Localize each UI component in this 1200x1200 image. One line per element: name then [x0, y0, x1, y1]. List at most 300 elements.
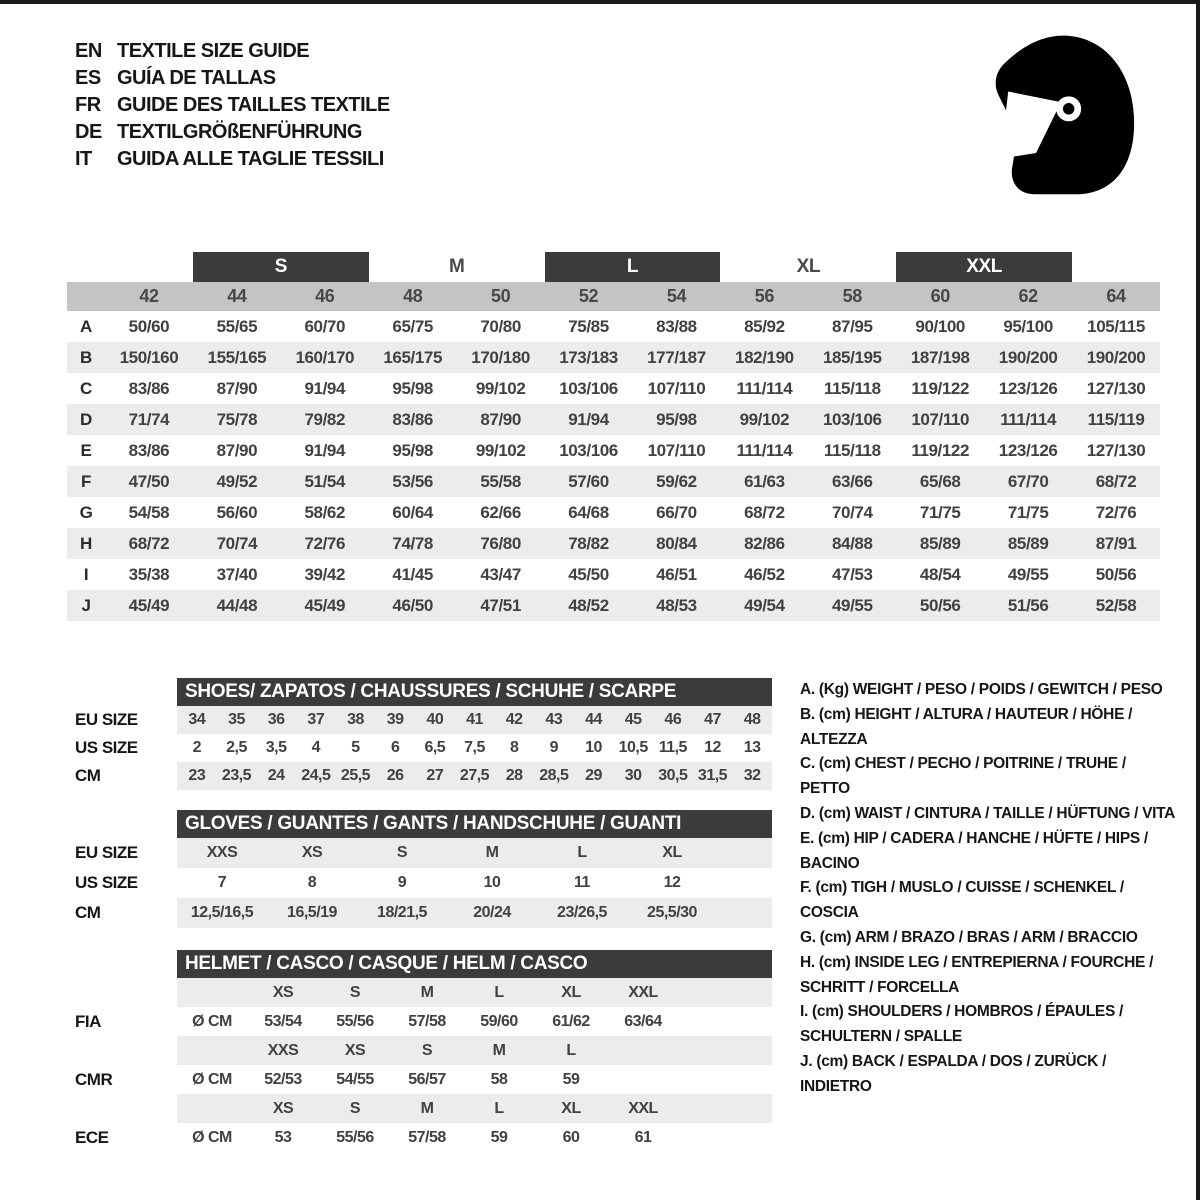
measurement-row-label: D — [80, 409, 92, 429]
measurement-row — [67, 342, 1160, 373]
size-value: 48/52 — [568, 595, 609, 615]
measurement-row-label: I — [83, 564, 89, 584]
value-cell: 37 — [307, 711, 325, 728]
helmet-value: 58 — [490, 1070, 508, 1088]
language-row — [75, 146, 390, 173]
legend-item: C. (cm) CHEST / PECHO / POITRINE / TRUHE / PETTO — [800, 755, 1126, 798]
value-cell: 42 — [505, 711, 523, 728]
size-value: 71/75 — [1007, 502, 1049, 522]
value-cell: 30,5 — [658, 767, 688, 784]
size-value: 79/82 — [304, 409, 346, 429]
value-cell: 9 — [397, 874, 407, 891]
numeric-size: 60 — [930, 286, 950, 306]
value-cell: 10,5 — [618, 739, 648, 756]
value-cell: 40 — [426, 711, 444, 728]
size-value: 49/52 — [216, 471, 258, 491]
size-value: 87/90 — [216, 440, 258, 460]
value-cell: 39 — [386, 711, 404, 728]
helmet-size: M — [492, 1041, 506, 1059]
language-code: EN — [75, 40, 102, 62]
size-value: 44/48 — [216, 595, 258, 615]
value-cell: 28 — [505, 767, 523, 784]
value-cell: 18/21,5 — [377, 904, 427, 921]
numeric-size: 42 — [139, 286, 159, 306]
section-title-bar: HELMET / CASCO / CASQUE / HELM / CASCO — [177, 950, 772, 978]
legend-item: E. (cm) HIP / CADERA / HANCHE / HÜFTE / HIPS / BACINO — [800, 829, 1148, 872]
size-value: 111/114 — [736, 378, 793, 398]
size-value: 107/110 — [911, 409, 970, 429]
helmet-value: 61 — [634, 1128, 652, 1146]
value-cell: 23,5 — [221, 767, 252, 784]
band-row-label: EU SIZE — [75, 843, 138, 862]
value-cell: 12,5/16,5 — [190, 904, 254, 921]
value-cell: 43 — [545, 711, 563, 728]
value-cell: 10 — [483, 874, 501, 891]
size-value: 45/50 — [568, 564, 609, 584]
size-value: 95/98 — [392, 440, 433, 460]
gloves-size-table — [75, 810, 772, 928]
band-row-label: US SIZE — [75, 738, 138, 757]
size-value: 111/114 — [1000, 409, 1057, 429]
size-value: 85/89 — [1007, 533, 1049, 553]
size-group-s: S — [193, 252, 369, 282]
size-value: 68/72 — [744, 502, 785, 522]
labels-column — [75, 950, 177, 1152]
size-value: 99/102 — [475, 440, 526, 460]
size-value: 107/110 — [647, 440, 706, 460]
band-row — [177, 868, 772, 898]
standard-label: FIA — [75, 1011, 101, 1031]
numeric-size: 56 — [754, 286, 774, 306]
size-value: 47/50 — [128, 471, 170, 491]
size-value: 119/122 — [911, 378, 970, 398]
size-value: 46/52 — [744, 564, 785, 584]
value-cell: 6 — [390, 739, 400, 756]
size-value: 90/100 — [915, 316, 965, 336]
value-cell: 32 — [743, 767, 761, 784]
language-title: GUIDA ALLE TAGLIE TESSILI — [117, 148, 384, 170]
size-value: 107/110 — [647, 378, 706, 398]
helmet-values-row — [177, 1065, 772, 1094]
size-value: 115/119 — [1087, 409, 1145, 429]
size-value: 49/55 — [1007, 564, 1049, 584]
size-value: 187/198 — [910, 347, 970, 367]
helmet-size: XL — [561, 1099, 581, 1117]
legend-item: I. (cm) SHOULDERS / HOMBROS / ÉPAULES / SCHULTERN / SPALLE — [800, 1003, 1124, 1046]
helmet-value: 59/60 — [480, 1012, 518, 1030]
value-cell: 27,5 — [459, 767, 490, 784]
size-value: 91/94 — [304, 378, 346, 398]
size-value: 75/85 — [568, 316, 609, 336]
helmet-size: XXL — [628, 1099, 658, 1117]
size-value: 87/90 — [216, 378, 258, 398]
size-value: 170/180 — [471, 347, 530, 367]
band-area — [177, 950, 772, 1152]
size-value: 91/94 — [304, 440, 346, 460]
value-cell: 35 — [228, 711, 245, 728]
helmet-values-row — [177, 1123, 772, 1152]
helmet-size: XXL — [628, 983, 658, 1001]
size-value: 58/62 — [304, 502, 346, 522]
value-cell: 2 — [192, 739, 202, 756]
size-value: 52/58 — [1095, 595, 1137, 615]
value-cell: M — [485, 844, 499, 861]
value-cell: 12 — [663, 874, 681, 891]
size-value: 71/75 — [919, 502, 961, 522]
value-cell: 7,5 — [464, 739, 485, 756]
title-spacer — [75, 810, 177, 838]
size-value: 103/106 — [559, 440, 618, 460]
helmet-values-row — [177, 1007, 772, 1036]
band-row — [177, 898, 772, 928]
numeric-size: 58 — [842, 286, 862, 306]
size-value: 127/130 — [1086, 378, 1146, 398]
language-row — [75, 119, 390, 146]
value-cell: 47 — [704, 711, 721, 728]
size-value: 49/54 — [744, 595, 785, 615]
size-value: 71/74 — [128, 409, 170, 429]
value-cell: 12 — [704, 739, 721, 756]
value-cell: 23/26,5 — [557, 904, 607, 921]
helmet-size: S — [349, 1099, 361, 1117]
numeric-size-row — [67, 282, 1160, 311]
value-cell: 23 — [188, 767, 206, 784]
legend-item: G. (cm) ARM / BRAZO / BRAS / ARM / BRACCIO — [800, 928, 1138, 946]
size-value: 75/78 — [216, 409, 258, 429]
size-group-xl: XL — [796, 256, 821, 277]
value-cell: 30 — [624, 767, 642, 784]
size-group-xxl: XXL — [896, 252, 1072, 282]
size-value: 160/170 — [295, 347, 355, 367]
measurement-row-label: J — [81, 595, 91, 615]
helmet-size: M — [420, 983, 434, 1001]
language-title: TEXTILGRÖßENFÜHRUNG — [117, 121, 362, 143]
labels-column — [75, 678, 177, 790]
value-cell: 9 — [549, 739, 559, 756]
size-value: 39/42 — [304, 564, 346, 584]
helmet-size: S — [349, 983, 361, 1001]
size-value: 65/68 — [919, 471, 961, 491]
numeric-size: 46 — [315, 286, 335, 306]
value-cell: 26 — [386, 767, 404, 784]
size-value: 173/183 — [559, 347, 618, 367]
size-value: 165/175 — [383, 347, 443, 367]
main-size-table — [67, 252, 1160, 621]
value-cell: 25,5/30 — [647, 904, 697, 921]
band-row-label: CM — [75, 766, 101, 785]
size-value: 103/106 — [822, 409, 882, 429]
helmet-value: 57/58 — [408, 1012, 446, 1030]
value-cell: 45 — [624, 711, 642, 728]
helmet-size: L — [494, 1099, 504, 1117]
row-spacer — [75, 1094, 177, 1123]
legend-item: D. (cm) WAIST / CINTURA / TAILLE / HÜFTUNG / VITA — [800, 804, 1176, 822]
shoes-size-table — [75, 678, 772, 790]
value-cell: 16,5/19 — [287, 904, 337, 921]
size-value: 190/200 — [1086, 347, 1146, 367]
size-value: 87/95 — [832, 316, 873, 336]
size-value: 63/66 — [832, 471, 873, 491]
size-value: 50/60 — [128, 316, 170, 336]
top-border-rule — [0, 0, 1200, 4]
size-value: 103/106 — [559, 378, 618, 398]
size-value: 70/74 — [832, 502, 873, 522]
value-cell: 28,5 — [539, 767, 569, 784]
title-spacer — [75, 950, 177, 978]
legend-item: B. (cm) HEIGHT / ALTURA / HAUTEUR / HÖHE / ALTEZZA — [800, 705, 1133, 748]
measurement-row — [67, 559, 1160, 590]
legend-item: J. (cm) BACK / ESPALDA / DOS / ZURÜCK / INDIETRO — [800, 1052, 1107, 1095]
helmet-size: XS — [344, 1041, 366, 1059]
value-cell: 2,5 — [226, 739, 247, 756]
size-value: 83/88 — [656, 316, 697, 336]
value-cell: 44 — [585, 711, 602, 728]
unit-label: Ø CM — [192, 1128, 232, 1146]
language-code: DE — [75, 121, 102, 143]
size-value: 190/200 — [998, 347, 1058, 367]
helmet-value: 53/54 — [264, 1012, 302, 1030]
size-value: 61/63 — [744, 471, 785, 491]
size-value: 65/75 — [392, 316, 433, 336]
size-value: 54/58 — [128, 502, 170, 522]
size-value: 119/122 — [911, 440, 970, 460]
measurement-row — [67, 311, 1160, 342]
value-cell: 24,5 — [301, 767, 331, 784]
size-value: 72/76 — [1095, 502, 1137, 522]
row-spacer — [75, 1036, 177, 1065]
measurement-row-label: F — [81, 471, 91, 491]
value-cell: L — [577, 844, 587, 861]
size-value: 47/53 — [832, 564, 873, 584]
size-value: 60/70 — [304, 316, 346, 336]
size-value: 62/66 — [480, 502, 521, 522]
value-cell: 38 — [347, 711, 364, 728]
value-cell: XXS — [206, 844, 238, 861]
size-value: 95/98 — [656, 409, 697, 429]
helmet-size: L — [566, 1041, 576, 1059]
value-cell: XS — [301, 844, 323, 861]
size-value: 66/70 — [656, 502, 697, 522]
value-cell: S — [396, 844, 408, 861]
section-title-bar: GLOVES / GUANTES / GANTS / HANDSCHUHE / GUANTI — [177, 810, 772, 838]
size-group-header-row — [67, 252, 1160, 282]
language-code: IT — [75, 148, 92, 170]
size-value: 70/74 — [216, 533, 258, 553]
helmet-size: XS — [272, 1099, 294, 1117]
size-value: 51/54 — [304, 471, 346, 491]
measurement-row — [67, 466, 1160, 497]
value-cell: 46 — [664, 711, 682, 728]
size-value: 150/160 — [119, 347, 179, 367]
size-value: 83/86 — [128, 440, 170, 460]
racing-helmet-icon — [980, 32, 1142, 200]
size-value: 155/165 — [207, 347, 267, 367]
size-value: 49/55 — [832, 595, 873, 615]
size-value: 51/56 — [1007, 595, 1049, 615]
size-value: 55/65 — [216, 316, 258, 336]
helmet-value: 53 — [274, 1128, 292, 1146]
measurement-row-label: A — [80, 316, 92, 336]
language-row — [75, 38, 390, 65]
size-value: 50/56 — [919, 595, 961, 615]
measurement-row — [67, 435, 1160, 466]
size-value: 99/102 — [739, 409, 790, 429]
helmet-value: 52/53 — [264, 1070, 302, 1088]
measurement-row — [67, 404, 1160, 435]
helmet-size: M — [420, 1099, 434, 1117]
helmet-value: 55/56 — [336, 1128, 374, 1146]
language-title: GUÍA DE TALLAS — [117, 67, 276, 89]
size-value: 87/91 — [1095, 533, 1137, 553]
measurement-row-label: H — [80, 533, 92, 553]
size-value: 115/118 — [823, 378, 881, 398]
size-value: 41/45 — [392, 564, 433, 584]
size-value: 177/187 — [647, 347, 706, 367]
value-cell: 20/24 — [473, 904, 511, 921]
unit-label: Ø CM — [192, 1012, 232, 1030]
labels-column — [75, 810, 177, 928]
band-row — [177, 762, 772, 790]
value-cell: 31,5 — [697, 767, 728, 784]
size-value: 43/47 — [480, 564, 521, 584]
size-value: 72/76 — [304, 533, 346, 553]
language-title-block — [75, 38, 390, 173]
size-value: 82/86 — [744, 533, 785, 553]
measurement-row — [67, 373, 1160, 404]
value-cell: 7 — [217, 874, 227, 891]
helmet-size: S — [421, 1041, 433, 1059]
value-cell: 6,5 — [424, 739, 446, 756]
helmet-size: XS — [272, 983, 294, 1001]
value-cell: 29 — [585, 767, 602, 784]
value-cell: 41 — [466, 711, 483, 728]
numeric-size: 44 — [227, 286, 247, 306]
helmet-value: 54/55 — [336, 1070, 374, 1088]
size-value: 123/126 — [998, 378, 1058, 398]
helmet-value: 59 — [562, 1070, 580, 1088]
band-area — [177, 678, 772, 790]
value-cell: 25,5 — [340, 767, 371, 784]
size-value: 47/51 — [480, 595, 521, 615]
size-value: 37/40 — [216, 564, 258, 584]
value-cell: 8 — [509, 739, 519, 756]
band-row-label: EU SIZE — [75, 710, 138, 729]
value-cell: 11,5 — [658, 739, 687, 756]
band-row-label: US SIZE — [75, 873, 138, 892]
helmet-size-table — [75, 950, 772, 1152]
measurement-row — [67, 590, 1160, 621]
helmet-value: 61/62 — [552, 1012, 590, 1030]
value-cell: 11 — [574, 874, 590, 891]
measurement-row-label: B — [80, 347, 92, 367]
numeric-size: 62 — [1018, 286, 1038, 306]
size-value: 123/126 — [998, 440, 1058, 460]
value-cell: 5 — [351, 739, 360, 756]
unit-label: Ø CM — [192, 1070, 232, 1088]
size-value: 84/88 — [832, 533, 873, 553]
size-value: 56/60 — [216, 502, 258, 522]
size-value: 50/56 — [1095, 564, 1137, 584]
legend-item: H. (cm) INSIDE LEG / ENTREPIERNA / FOURCHE / SCHRITT / FORCELLA — [800, 953, 1154, 996]
language-title: TEXTILE SIZE GUIDE — [117, 40, 310, 62]
standard-label: ECE — [75, 1127, 109, 1147]
value-cell: XL — [662, 844, 682, 861]
size-value: 78/82 — [568, 533, 609, 553]
size-value: 76/80 — [480, 533, 521, 553]
numeric-size: 64 — [1106, 286, 1126, 306]
helmet-size: XL — [561, 983, 581, 1001]
size-value: 67/70 — [1007, 471, 1049, 491]
size-value: 185/195 — [822, 347, 882, 367]
value-cell: 48 — [743, 711, 761, 728]
language-title: GUIDE DES TAILLES TEXTILE — [117, 94, 390, 116]
title-spacer — [75, 678, 177, 706]
numeric-size: 48 — [403, 286, 423, 306]
helmet-sizes-row — [177, 1094, 772, 1123]
size-value: 64/68 — [568, 502, 609, 522]
size-value: 99/102 — [475, 378, 526, 398]
measurement-row-label: E — [80, 440, 92, 460]
helmet-value: 63/64 — [624, 1012, 662, 1030]
size-value: 68/72 — [1095, 471, 1137, 491]
size-value: 85/92 — [744, 316, 785, 336]
size-value: 68/72 — [128, 533, 170, 553]
size-value: 45/49 — [128, 595, 170, 615]
measurement-row-label: C — [80, 378, 92, 398]
value-cell: 27 — [426, 767, 444, 784]
legend-item: F. (cm) TIGH / MUSLO / CUISSE / SCHENKEL / COSCIA — [800, 879, 1124, 922]
size-value: 45/49 — [304, 595, 346, 615]
size-value: 115/118 — [823, 440, 881, 460]
size-value: 48/54 — [919, 564, 961, 584]
helmet-value: 59 — [490, 1128, 508, 1146]
value-cell: 34 — [188, 711, 206, 728]
helmet-value: 57/58 — [408, 1128, 446, 1146]
size-value: 48/53 — [656, 595, 697, 615]
numeric-size: 50 — [491, 286, 511, 306]
language-row — [75, 92, 390, 119]
size-value: 46/51 — [656, 564, 697, 584]
size-group-m: M — [448, 256, 465, 277]
numeric-size: 54 — [666, 286, 687, 306]
row-spacer — [75, 978, 177, 1007]
helmet-value: 56/57 — [408, 1070, 446, 1088]
band-row-label: CM — [75, 903, 101, 922]
measurement-row — [67, 528, 1160, 559]
value-cell: 10 — [585, 739, 602, 756]
band-row — [177, 838, 772, 868]
size-value: 95/98 — [392, 378, 433, 398]
value-cell: 13 — [743, 739, 761, 756]
size-value: 127/130 — [1086, 440, 1146, 460]
helmet-sizes-row — [177, 978, 772, 1007]
size-value: 87/90 — [480, 409, 521, 429]
measurement-row-label: G — [79, 502, 93, 522]
size-value: 105/115 — [1087, 316, 1145, 336]
band-row — [177, 734, 772, 762]
value-cell: 3,5 — [265, 739, 287, 756]
size-value: 85/89 — [919, 533, 961, 553]
size-value: 111/114 — [736, 440, 793, 460]
measurement-legend — [800, 678, 1178, 1100]
size-value: 60/64 — [392, 502, 433, 522]
measurement-row — [67, 497, 1160, 528]
size-value: 74/78 — [392, 533, 433, 553]
language-code: ES — [75, 67, 101, 89]
size-value: 55/58 — [480, 471, 521, 491]
value-cell: 36 — [267, 711, 285, 728]
size-value: 70/80 — [480, 316, 521, 336]
